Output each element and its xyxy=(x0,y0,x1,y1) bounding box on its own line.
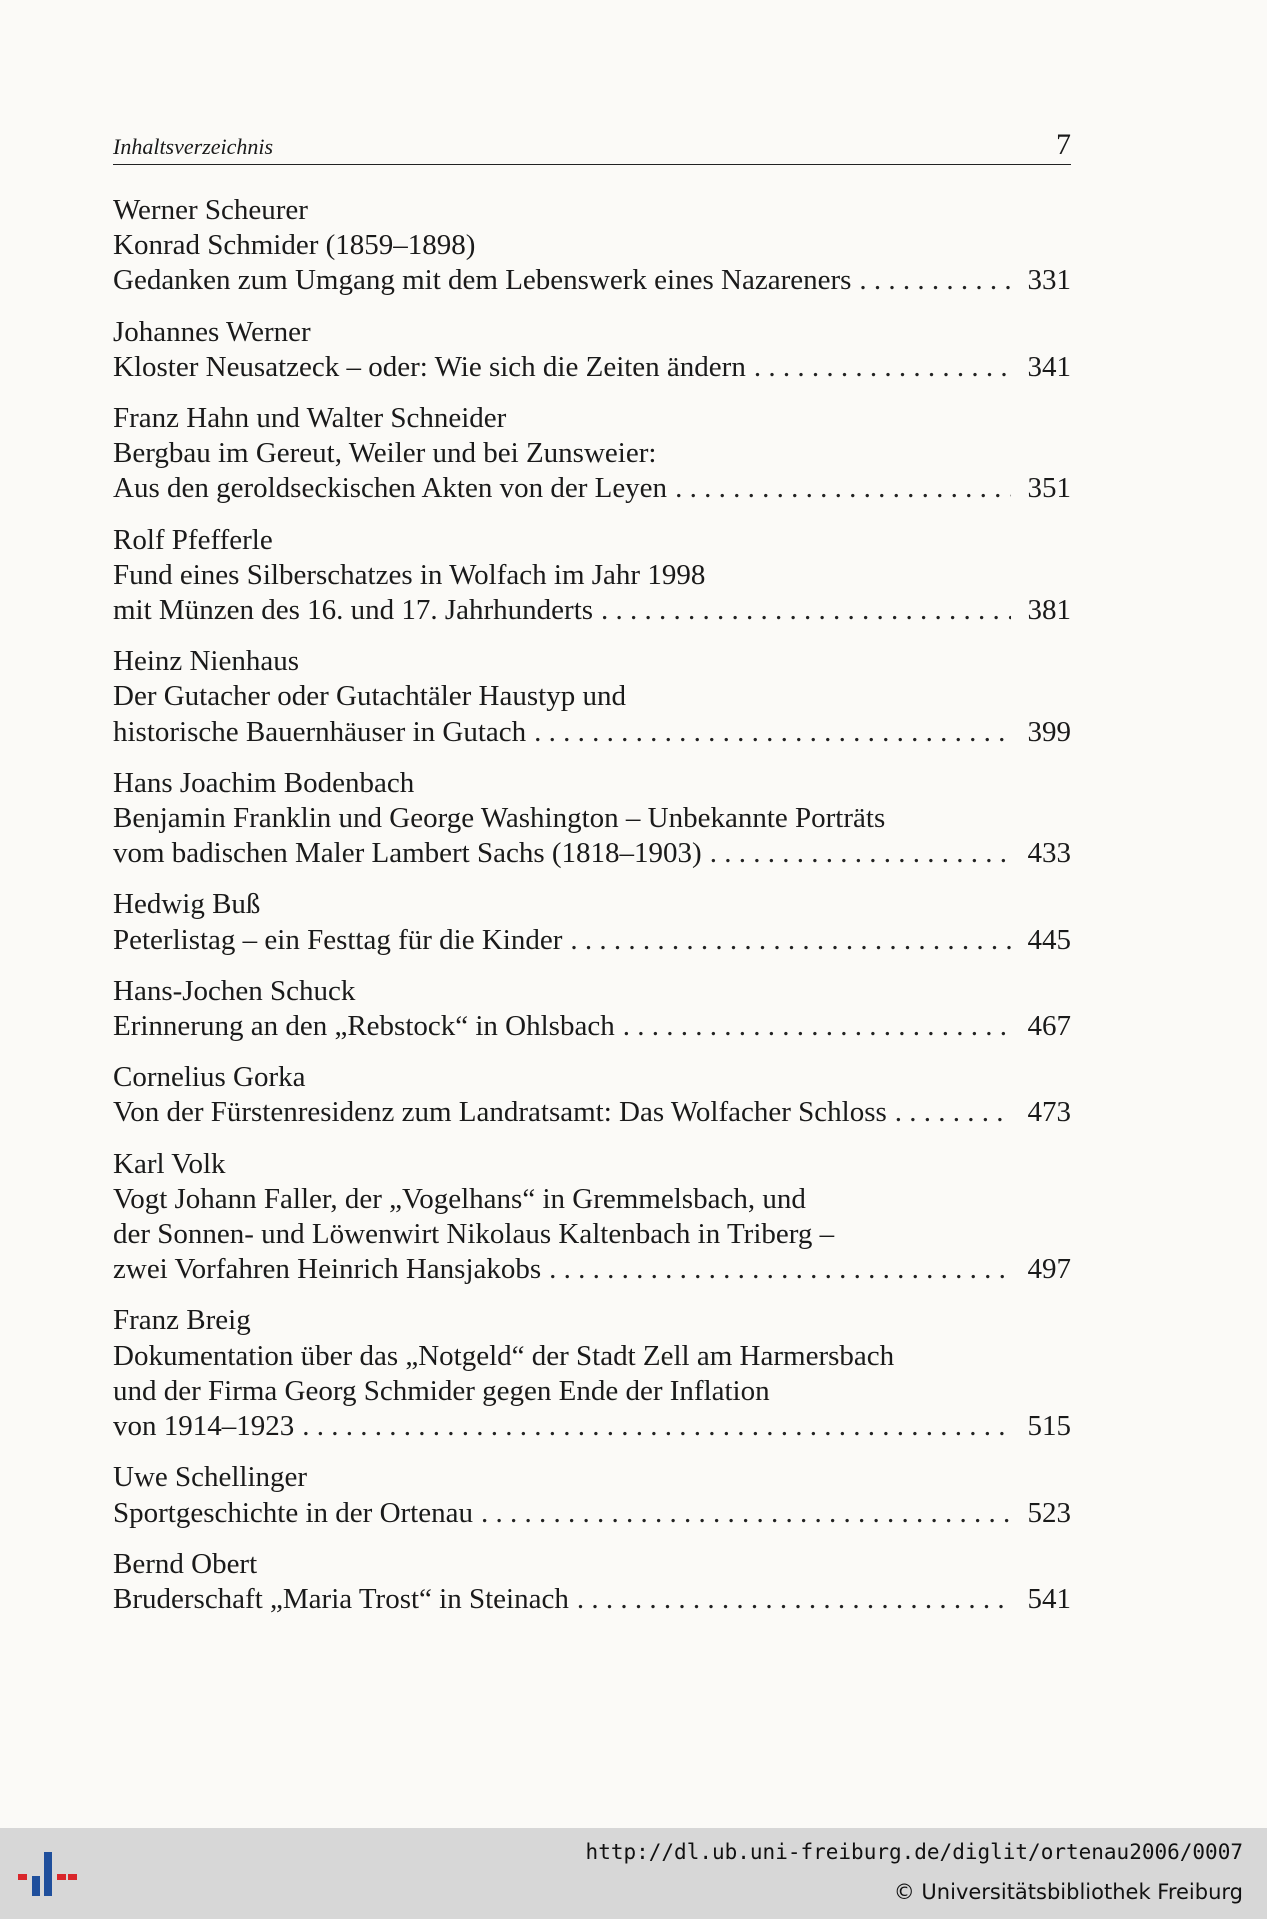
toc-entry[interactable] xyxy=(113,1147,1071,1288)
entry-title-line: vom badischen Maler Lambert Sachs (1818–1903) xyxy=(113,837,702,870)
entry-title-line: Aus den geroldseckischen Akten von der Leyen xyxy=(113,472,668,505)
page-number: 7 xyxy=(1056,128,1071,161)
entry-title-line: Konrad Schmider (1859–1898) xyxy=(113,229,476,262)
entry-title-line: mit Münzen des 16. und 17. Jahrhunderts xyxy=(113,594,594,627)
ub-freiburg-logo-icon[interactable] xyxy=(14,1846,80,1902)
entry-title-line: Vogt Johann Faller, der „Vogelhans“ in Gremmelsbach, und xyxy=(113,1182,806,1215)
entry-title-line: Von der Fürstenresidenz zum Landratsamt: Das Wolfacher Schloss xyxy=(113,1096,887,1129)
entry-title-line: der Sonnen- und Löwenwirt Nikolaus Kaltenbach in Triberg – xyxy=(113,1218,835,1251)
entry-leader-line xyxy=(113,471,1071,506)
dot-leader xyxy=(302,1409,1011,1444)
entry-page-number[interactable]: 523 xyxy=(1027,1496,1071,1529)
entry-author: Hedwig Buß xyxy=(113,888,261,921)
entry-page-number[interactable]: 331 xyxy=(1027,264,1071,297)
entry-leader-line xyxy=(113,1095,1071,1130)
toc-entry[interactable] xyxy=(113,1547,1071,1617)
entry-leader-line xyxy=(113,593,1071,628)
entry-title-line: historische Bauernhäuser in Gutach xyxy=(113,715,527,748)
dot-leader xyxy=(675,471,1011,506)
entry-leader-line xyxy=(113,923,1071,958)
entry-title-line: Dokumentation über das „Notgeld“ der Stadt Zell am Harmersbach xyxy=(113,1339,895,1372)
entry-leader-line xyxy=(113,1409,1071,1444)
entry-page-number[interactable]: 351 xyxy=(1027,472,1071,505)
source-url[interactable]: http://dl.ub.uni-freiburg.de/diglit/ortenau2006/0007 xyxy=(585,1840,1243,1864)
entry-page-number[interactable]: 541 xyxy=(1027,1582,1071,1615)
entry-leader-line xyxy=(113,350,1071,385)
entry-author: Cornelius Gorka xyxy=(113,1061,306,1094)
entry-author: Hans Joachim Bodenbach xyxy=(113,766,415,799)
entry-author: Heinz Nienhaus xyxy=(113,645,300,678)
entry-title-line: und der Firma Georg Schmider gegen Ende der Inflation xyxy=(113,1374,770,1407)
toc-entry[interactable] xyxy=(113,644,1071,750)
entry-title-line: Benjamin Franklin und George Washington – Unbekannte Porträts xyxy=(113,802,886,835)
entry-author: Johannes Werner xyxy=(113,315,311,348)
entry-title-line: zwei Vorfahren Heinrich Hansjakobs xyxy=(113,1253,542,1286)
footer-bar xyxy=(0,1828,1267,1919)
entry-page-number[interactable]: 399 xyxy=(1027,715,1071,748)
dot-leader xyxy=(623,1009,1011,1044)
dot-leader xyxy=(710,836,1011,871)
toc-entry[interactable] xyxy=(113,193,1071,299)
entry-page-number[interactable]: 497 xyxy=(1027,1253,1071,1286)
entry-page-number[interactable]: 467 xyxy=(1027,1010,1071,1043)
entry-page-number[interactable]: 515 xyxy=(1027,1410,1071,1443)
entry-title-line: Peterlistag – ein Festtag für die Kinder xyxy=(113,923,563,956)
entry-author: Karl Volk xyxy=(113,1147,226,1180)
toc-entry[interactable] xyxy=(113,1060,1071,1130)
entry-leader-line xyxy=(113,1582,1071,1617)
dot-leader xyxy=(895,1095,1011,1130)
entry-page-number[interactable]: 341 xyxy=(1027,350,1071,383)
entry-author: Hans-Jochen Schuck xyxy=(113,974,356,1007)
entry-leader-line xyxy=(113,715,1071,750)
toc-entry[interactable] xyxy=(113,401,1071,507)
toc-entry[interactable] xyxy=(113,766,1071,872)
entry-page-number[interactable]: 445 xyxy=(1027,923,1071,956)
entry-page-number[interactable]: 433 xyxy=(1027,837,1071,870)
entry-title-line: von 1914–1923 xyxy=(113,1410,295,1443)
dot-leader xyxy=(534,715,1011,750)
entry-leader-line xyxy=(113,263,1071,298)
toc-entry[interactable] xyxy=(113,523,1071,629)
toc-entry[interactable] xyxy=(113,1460,1071,1530)
entry-author: Franz Hahn und Walter Schneider xyxy=(113,402,507,435)
entry-leader-line xyxy=(113,1496,1071,1531)
dot-leader xyxy=(577,1582,1011,1617)
entry-title-line: Gedanken zum Umgang mit dem Lebenswerk eines Nazareners xyxy=(113,264,852,297)
entry-author: Franz Breig xyxy=(113,1304,251,1337)
dot-leader xyxy=(601,593,1011,628)
entry-title-line: Bruderschaft „Maria Trost“ in Steinach xyxy=(113,1582,569,1615)
toc-entry[interactable] xyxy=(113,887,1071,957)
toc-entry[interactable] xyxy=(113,1303,1071,1444)
entry-title-line: Der Gutacher oder Gutachtäler Haustyp und xyxy=(113,680,626,713)
entry-author: Bernd Obert xyxy=(113,1547,258,1580)
dot-leader xyxy=(570,923,1011,958)
entry-author: Uwe Schellinger xyxy=(113,1461,308,1494)
copyright-notice: © Universitätsbibliothek Freiburg xyxy=(893,1880,1243,1904)
entry-leader-line xyxy=(113,836,1071,871)
entry-title-line: Sportgeschichte in der Ortenau xyxy=(113,1496,473,1529)
entry-leader-line xyxy=(113,1252,1071,1287)
entry-page-number[interactable]: 473 xyxy=(1027,1096,1071,1129)
entry-title-line: Erinnerung an den „Rebstock“ in Ohlsbach xyxy=(113,1010,615,1043)
entry-author: Werner Scheurer xyxy=(113,194,308,226)
entry-title-line: Bergbau im Gereut, Weiler und bei Zunsweier: xyxy=(113,437,657,470)
dot-leader xyxy=(754,350,1011,385)
dot-leader xyxy=(549,1252,1011,1287)
running-header xyxy=(113,126,1071,165)
table-of-contents xyxy=(113,193,1071,1633)
entry-leader-line xyxy=(113,1009,1071,1044)
toc-entry[interactable] xyxy=(113,974,1071,1044)
entry-title-line: Fund eines Silberschatzes in Wolfach im Jahr 1998 xyxy=(113,558,706,591)
dot-leader xyxy=(859,263,1011,298)
dot-leader xyxy=(481,1496,1011,1531)
entry-page-number[interactable]: 381 xyxy=(1027,594,1071,627)
header-title: Inhaltsverzeichnis xyxy=(113,134,274,159)
toc-entry[interactable] xyxy=(113,315,1071,385)
entry-title-line: Kloster Neusatzeck – oder: Wie sich die Zeiten ändern xyxy=(113,350,746,383)
entry-author: Rolf Pfefferle xyxy=(113,523,273,556)
